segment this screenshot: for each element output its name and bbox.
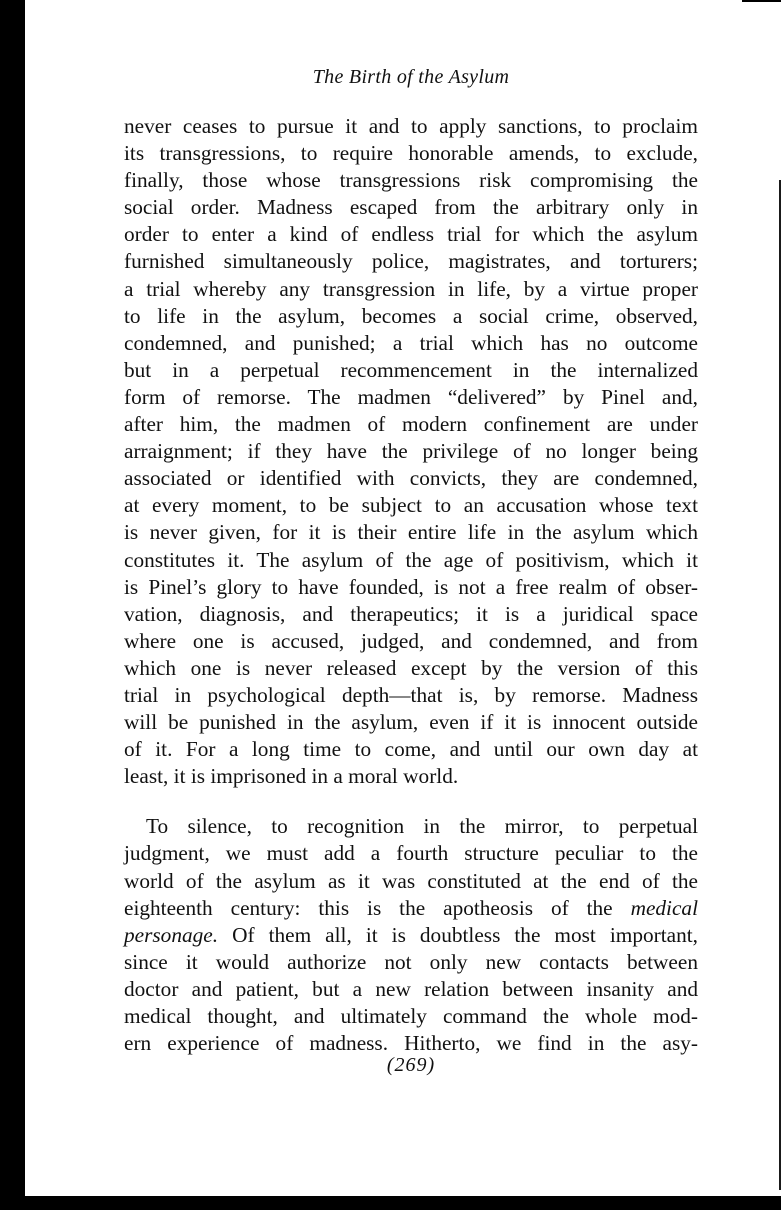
- text-line: after him, the madmen of modern confinement are under: [124, 412, 698, 437]
- emphasis-text: medical: [630, 895, 698, 920]
- text-line: trial in psychological depth—that is, by remorse. Madness: [124, 682, 698, 707]
- page-number: (269): [386, 1054, 436, 1076]
- text-line: to life in the asylum, becomes a social crime, observed,: [124, 303, 698, 328]
- text-line: To silence, to recognition in the mirror, to perpetual: [146, 814, 698, 839]
- text-line: since it would authorize not only new contacts between: [124, 949, 698, 974]
- text-line: judgment, we must add a fourth structure peculiar to the: [124, 841, 698, 866]
- paragraph-2: [124, 813, 698, 1057]
- text-line: ern experience of madness. Hitherto, we find in the asy-: [124, 1031, 698, 1056]
- text-line: never ceases to pursue it and to apply sanctions, to proclaim: [124, 114, 698, 138]
- text-line: doctor and patient, but a new relation between insanity and: [124, 976, 698, 1001]
- book-page: [124, 62, 698, 1057]
- text-line: arraignment; if they have the privilege of no longer being: [124, 439, 698, 464]
- text-line: medical thought, and ultimately command the whole mod-: [124, 1004, 698, 1028]
- text-line: is never given, for it is their entire life in the asylum which: [124, 520, 698, 545]
- text-line: its transgressions, to require honorable amends, to exclude,: [124, 141, 698, 166]
- text-line: world of the asylum as it was constituted at the end of the: [124, 868, 698, 893]
- text-line: which one is never released except by the version of this: [124, 655, 698, 680]
- paragraph-1: [124, 113, 698, 790]
- text-line: social order. Madness escaped from the arbitrary only in: [124, 195, 698, 220]
- text-line: where one is accused, judged, and condemned, and from: [124, 628, 698, 653]
- text-line: of it. For a long time to come, and until our own day at: [124, 737, 698, 762]
- text-line: is Pinel’s glory to have founded, is not a free realm of obser-: [124, 574, 698, 599]
- scan-edge-left: [0, 0, 25, 1210]
- scan-edge-bottom: [0, 1196, 781, 1210]
- emphasis-text: personage.: [124, 922, 219, 947]
- text-line: associated or identified with convicts, they are condemned,: [124, 466, 698, 491]
- text-line: but in a perpetual recommencement in the internalized: [124, 357, 698, 382]
- text-line: finally, those whose transgressions risk compromising the: [124, 168, 698, 193]
- text-line: form of remorse. The madmen “delivered” by Pinel and,: [124, 384, 698, 409]
- text-line: at every moment, to be subject to an accusation whose text: [124, 493, 698, 518]
- text-line: order to enter a kind of endless trial for which the asylum: [124, 222, 698, 247]
- text-segment: eighteenth century: this is the apotheosis of the: [124, 895, 613, 920]
- text-line: constitutes it. The asylum of the age of positivism, which it: [124, 547, 698, 572]
- text-line: [124, 922, 698, 949]
- text-line: [124, 895, 698, 922]
- text-line: furnished simultaneously police, magistrates, and torturers;: [124, 249, 698, 274]
- text-segment: Of them all, it is doubtless the most important,: [218, 922, 698, 947]
- paragraph-gap: [124, 790, 698, 813]
- text-line: a trial whereby any transgression in life, by a virtue proper: [124, 276, 698, 301]
- text-line: condemned, and punished; a trial which has no outcome: [124, 330, 698, 355]
- scan-mark-top: [742, 0, 781, 2]
- text-line: vation, diagnosis, and therapeutics; it is a juridical space: [124, 601, 698, 626]
- text-line: will be punished in the asylum, even if it is innocent outside: [124, 710, 698, 735]
- running-head: The Birth of the Asylum: [312, 66, 510, 88]
- text-line: least, it is imprisoned in a moral world.: [124, 764, 459, 789]
